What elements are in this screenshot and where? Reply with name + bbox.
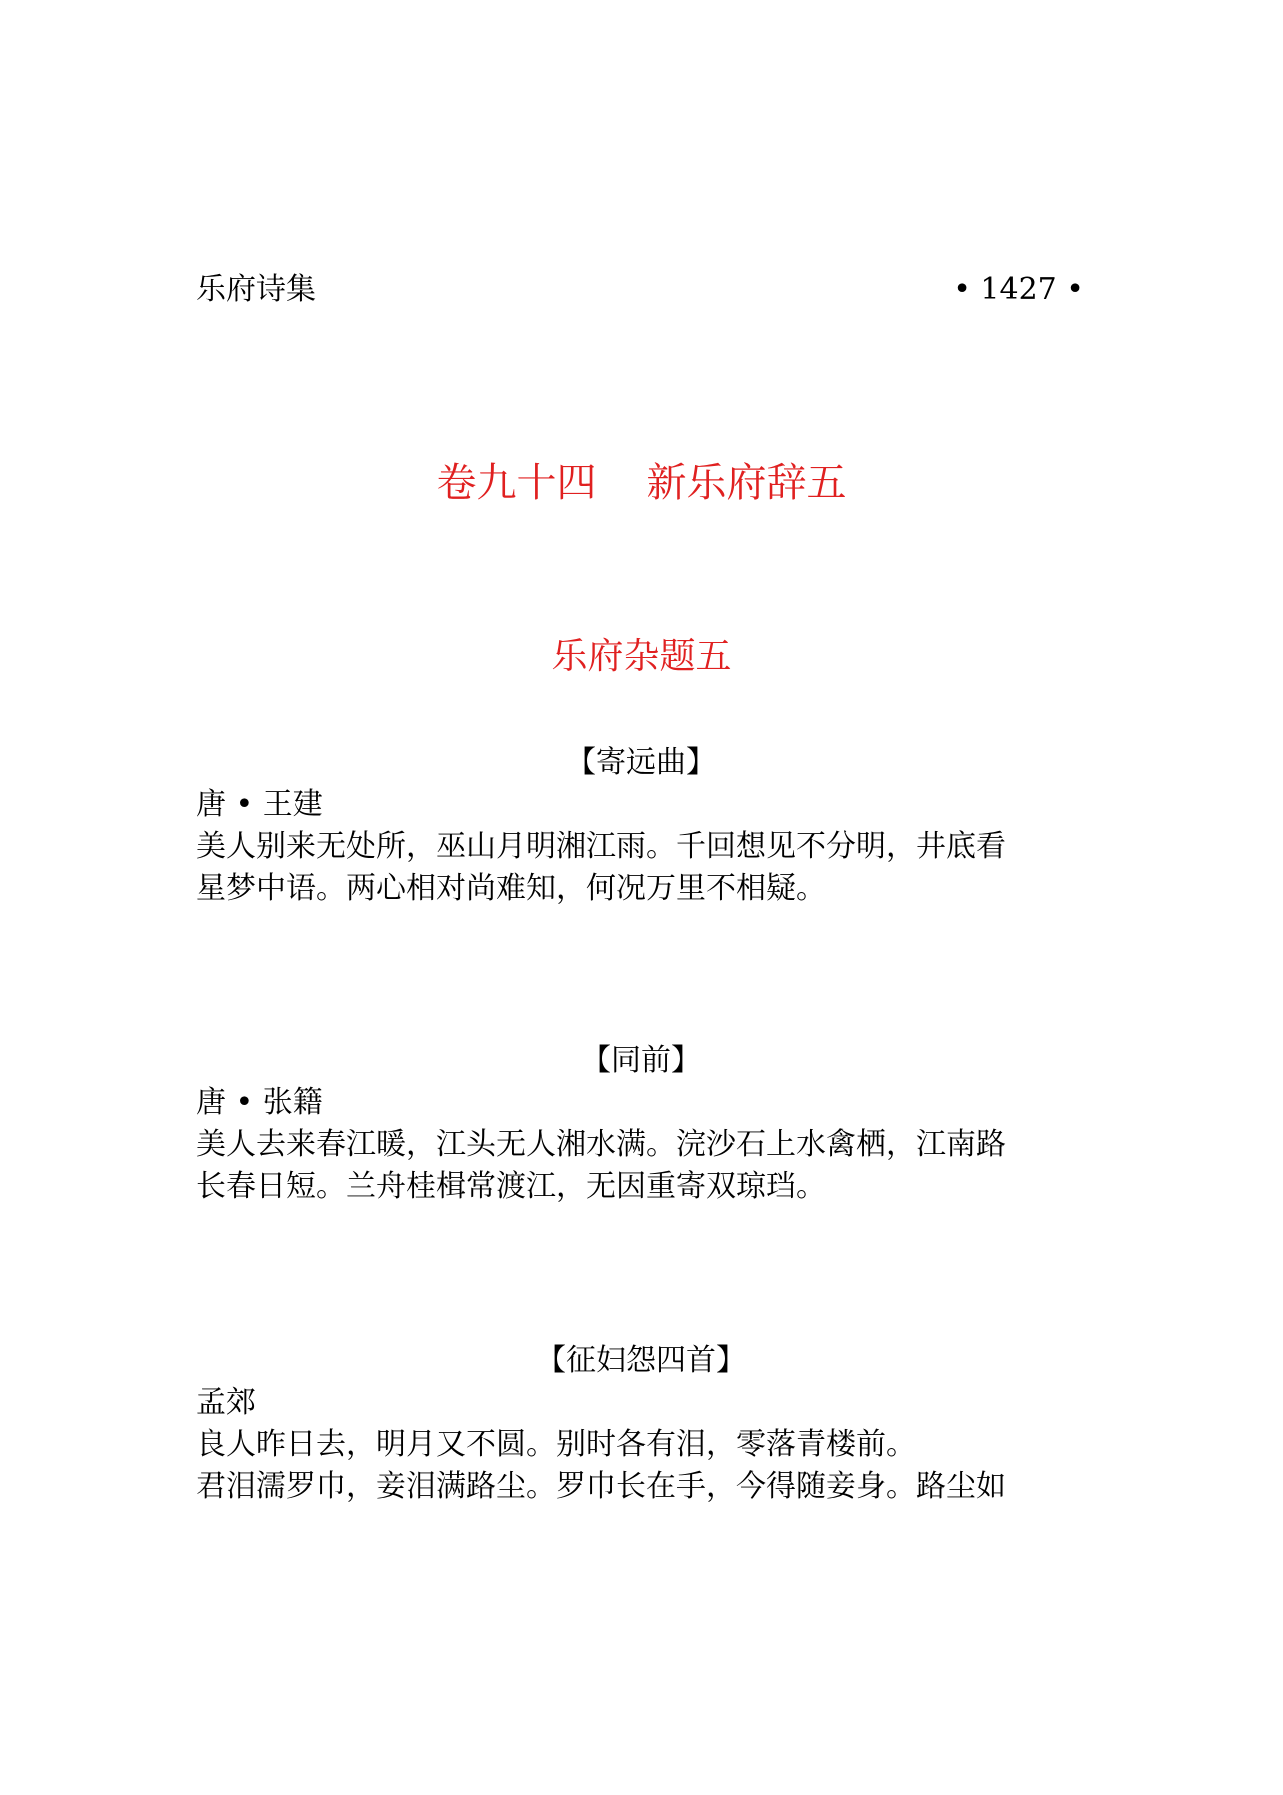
poem-author: 孟郊 bbox=[196, 1385, 256, 1420]
poem bbox=[196, 742, 1086, 910]
page-number: • 1427 • bbox=[953, 272, 1084, 307]
poem-line: 美人别来无处所，巫山月明湘江雨。千回想见不分明，井底看 bbox=[196, 829, 1006, 864]
section-title: 乐府杂题五 bbox=[551, 636, 732, 677]
book-title: 乐府诗集 bbox=[196, 272, 316, 307]
volume-name: 新乐府辞五 bbox=[646, 460, 847, 506]
poem-line: 美人去来春江暖，江头无人湘水满。浣沙石上水禽栖，江南路 bbox=[196, 1127, 1006, 1162]
poem-title: 【征妇怨四首】 bbox=[536, 1343, 746, 1378]
poem-line: 良人昨日去，明月又不圆。别时各有泪，零落青楼前。 bbox=[196, 1427, 916, 1462]
poem-line: 君泪濡罗巾，妾泪满路尘。罗巾长在手，今得随妾身。路尘如 bbox=[196, 1469, 1006, 1504]
poem-title: 【同前】 bbox=[581, 1043, 701, 1078]
poem bbox=[196, 1340, 1086, 1508]
page-header bbox=[196, 270, 1084, 310]
poem-line: 星梦中语。两心相对尚难知，何况万里不相疑。 bbox=[196, 871, 826, 906]
poem bbox=[196, 1040, 1086, 1208]
poem-author: 唐 • 王建 bbox=[196, 787, 323, 822]
poem-author: 唐 • 张籍 bbox=[196, 1085, 323, 1120]
poem-line: 长春日短。兰舟桂楫常渡江，无因重寄双琼珰。 bbox=[196, 1169, 826, 1204]
volume-number: 卷九十四 bbox=[436, 460, 597, 506]
poem-title: 【寄远曲】 bbox=[566, 745, 716, 780]
volume-title bbox=[0, 455, 1283, 511]
